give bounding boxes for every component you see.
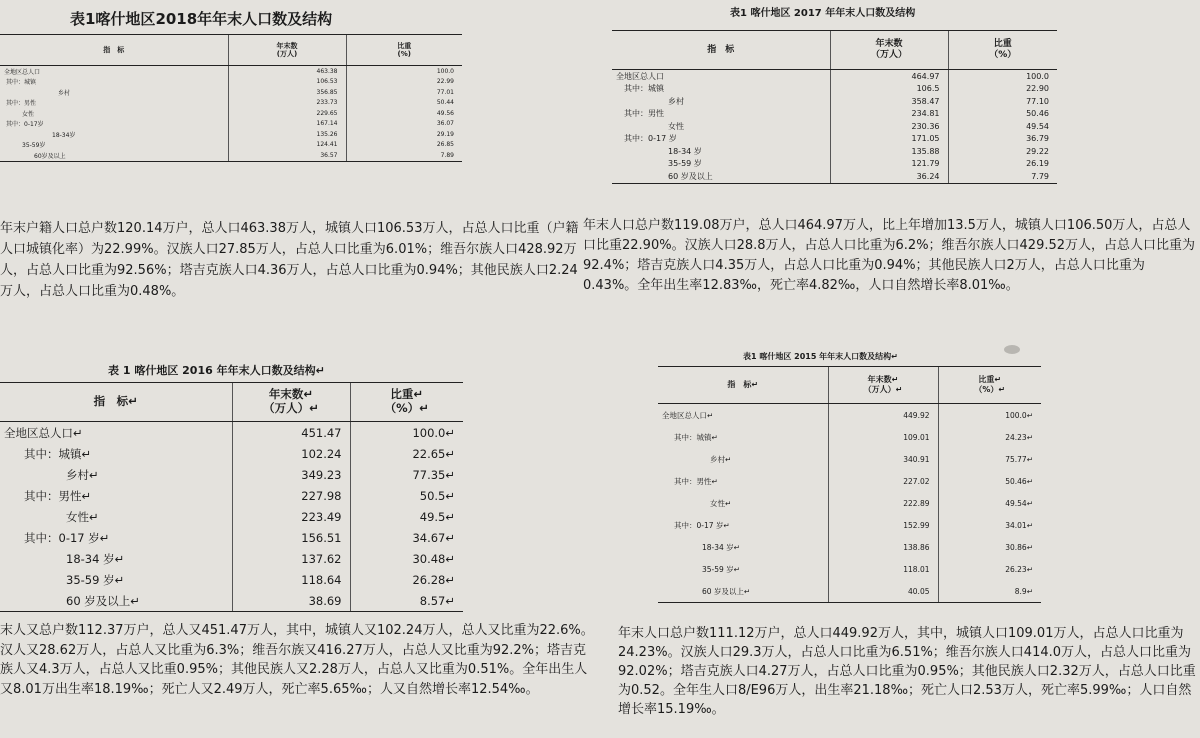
row-value: 234.81 — [830, 108, 948, 121]
table-row — [0, 66, 462, 77]
row-label: 全地区总人口 — [4, 68, 41, 76]
table-row — [0, 129, 462, 140]
table-row — [0, 140, 462, 151]
row-share: 36.07 — [346, 119, 462, 130]
row-label: 其中：0-17 岁↵ — [24, 530, 110, 545]
population-table — [0, 382, 463, 612]
row-share: 30.86↵ — [938, 536, 1041, 558]
row-label: 其中：男性 — [6, 100, 37, 108]
row-label: 女性↵ — [66, 509, 99, 524]
row-share: 77.01 — [346, 87, 462, 98]
row-label: 其中：男性 — [624, 109, 664, 119]
row-share: 77.35↵ — [350, 464, 463, 485]
table-title: 表1 喀什地区 2017 年年末人口数及结构 — [730, 8, 916, 19]
row-value: 118.64 — [232, 569, 350, 590]
table-row — [612, 108, 1057, 121]
table-title: 表1喀什地区2018年年末人口数及结构 — [70, 10, 333, 28]
row-label: 乡村↵ — [66, 467, 99, 482]
row-value: 137.62 — [232, 548, 350, 569]
table-row — [658, 470, 1041, 492]
table-row — [0, 506, 463, 527]
row-value: 38.69 — [232, 590, 350, 612]
table-row — [0, 590, 463, 612]
row-value: 230.36 — [830, 120, 948, 133]
table-row — [612, 170, 1057, 183]
table-row — [0, 87, 462, 98]
row-label: 其中：男性↵ — [674, 476, 718, 486]
table-row — [658, 448, 1041, 470]
table-row — [0, 569, 463, 590]
table-2016-section — [0, 345, 600, 738]
row-share: 49.5↵ — [350, 506, 463, 527]
summary-paragraph: 年末人口总户数119.08万户，总人口464.97万人，比上年增加13.5万人，城镇人口106.50万人，占总人口比重22.90%。汉族人口28.8万人，占总人口比重为6.2%；维吾尔族人口429.52万人，占总人口比重为92.4%；塔吉克族人口4.35万人，占总人口比重为0.94%；其他民族人口2万人，占总人口比重为0.43%。全年出生率12.83‰，死亡率4.82‰，人口自然增长率8.01‰。 — [583, 218, 1196, 293]
row-value: 40.05 — [828, 580, 938, 603]
table-row — [658, 580, 1041, 603]
row-label: 乡村 — [668, 96, 684, 106]
row-share: 49.56 — [346, 108, 462, 119]
row-value: 222.89 — [828, 492, 938, 514]
summary-paragraph: 末人又总户数112.37万户，总人又451.47万人，其中，城镇人又102.24万人，总人又比重为22.6%。汉人又28.62万人，占总人又比重为6.3%；维吾尔族又416.27万人，占总人又比重为92.2%；塔吉克族人又4.3万人，占总人又比重0.95%；其他民族人又2.28万人，占总人又比重为0.51%。全年出生人又8.01万出生率18.19‰；死亡人又2.49万人，死亡率5.65‰；人又自然增长率12.54‰。 — [0, 623, 594, 697]
header-indicator: 指 标↵ — [658, 367, 828, 404]
row-share: 22.65↵ — [350, 443, 463, 464]
row-share: 29.22 — [948, 145, 1057, 158]
row-value: 223.49 — [232, 506, 350, 527]
table-row — [612, 158, 1057, 171]
row-share: 36.79 — [948, 133, 1057, 146]
table-row — [0, 77, 462, 88]
header-share: 比重↵ （%）↵ — [350, 383, 463, 422]
table-row — [612, 70, 1057, 83]
summary-paragraph: 年末户籍人口总户数120.14万户，总人口463.38万人，城镇人口106.53万人，占总人口比重（户籍人口城镇化率）为22.99%。汉族人口27.85万人，占总人口比重为6.01%；维吾尔族人口428.92万人，占总人口比重为92.56%；塔吉克族人口4.36万人，占总人口比重为0.94%；其他民族人口2.24万人，占总人口比重为0.48%。 — [0, 221, 579, 299]
row-label: 全地区总人口↵ — [4, 425, 83, 440]
table-row — [658, 492, 1041, 514]
row-share: 50.44 — [346, 98, 462, 109]
table-row — [658, 558, 1041, 580]
row-share: 8.9↵ — [938, 580, 1041, 603]
row-value: 227.02 — [828, 470, 938, 492]
table-header-row — [0, 35, 462, 66]
row-share: 26.28↵ — [350, 569, 463, 590]
row-value: 135.26 — [228, 129, 346, 140]
table-row — [612, 83, 1057, 96]
header-share: 比重 （%） — [948, 31, 1057, 70]
row-label: 35-59 岁↵ — [702, 564, 740, 574]
header-year-end: 年末数 （万人） — [830, 31, 948, 70]
row-value: 106.53 — [228, 77, 346, 88]
row-label: 18-34 岁 — [668, 146, 702, 156]
row-share: 7.79 — [948, 170, 1057, 183]
table-row — [0, 443, 463, 464]
row-label: 其中：城镇↵ — [24, 446, 92, 461]
row-value: 233.73 — [228, 98, 346, 109]
table-row — [0, 98, 462, 109]
row-label: 女性 — [22, 110, 35, 118]
row-share: 34.01↵ — [938, 514, 1041, 536]
row-share: 75.77↵ — [938, 448, 1041, 470]
table-2017-section — [583, 0, 1200, 345]
row-share: 26.85 — [346, 140, 462, 151]
table-row — [612, 145, 1057, 158]
population-table — [612, 30, 1057, 184]
header-year-end: 年末数↵ （万人）↵ — [232, 383, 350, 422]
row-value: 118.01 — [828, 558, 938, 580]
table-row — [658, 426, 1041, 448]
row-share: 100.0 — [948, 70, 1057, 83]
table-row — [0, 548, 463, 569]
row-share: 49.54 — [948, 120, 1057, 133]
table-row — [0, 150, 462, 161]
row-value: 167.14 — [228, 119, 346, 130]
row-label: 其中：城镇 — [624, 84, 664, 94]
row-label: 其中：城镇 — [6, 79, 37, 87]
row-share: 50.46↵ — [938, 470, 1041, 492]
row-label: 女性↵ — [710, 498, 732, 508]
row-value: 152.99 — [828, 514, 938, 536]
row-value: 227.98 — [232, 485, 350, 506]
row-label: 18-34 岁↵ — [66, 551, 125, 566]
row-label: 女性 — [668, 121, 684, 131]
table-row — [0, 108, 462, 119]
row-value: 109.01 — [828, 426, 938, 448]
header-share: 比重 (%) — [346, 35, 462, 66]
table-row — [612, 95, 1057, 108]
row-value: 138.86 — [828, 536, 938, 558]
table-header-row — [0, 383, 463, 422]
header-indicator: 指 标↵ — [0, 383, 232, 422]
row-label: 35-59 岁↵ — [66, 572, 125, 587]
summary-paragraph: 年末人口总户数111.12万户，总人口449.92万人，其中，城镇人口109.01万人，占总人口比重为24.23%。汉族人口29.3万人，占总人口比重为6.51%；维吾尔族人口414.0万人，占总人口比重为92.02%；塔吉克族人口4.27万人，占总人口比重为0.95%；其他民族人口2.32万人，占总人口比重为0.52。全年生人口8/E96万人，出生率21.18‰；死亡人口2.53万人，死亡率5.99‰；人口自然增长率15.19‰。 — [618, 626, 1196, 717]
table-row — [658, 404, 1041, 427]
row-value: 449.92 — [828, 404, 938, 427]
row-label: 全地区总人口↵ — [662, 410, 714, 420]
row-label: 60 岁及以上↵ — [658, 580, 828, 603]
row-label: 35-59岁 — [22, 142, 46, 150]
row-value: 358.47 — [830, 95, 948, 108]
row-share: 100.0↵ — [350, 422, 463, 444]
row-label: 60 岁及以上↵ — [0, 590, 232, 612]
row-share: 77.10 — [948, 95, 1057, 108]
table-header-row — [612, 31, 1057, 70]
row-value: 102.24 — [232, 443, 350, 464]
header-year-end: 年末数 (万人) — [228, 35, 346, 66]
table-row — [0, 464, 463, 485]
row-share: 26.19 — [948, 158, 1057, 171]
row-share: 50.5↵ — [350, 485, 463, 506]
population-table — [0, 34, 462, 162]
row-value: 356.85 — [228, 87, 346, 98]
row-label: 其中：0-17岁 — [6, 121, 44, 129]
row-value: 349.23 — [232, 464, 350, 485]
table-title: 表 1 喀什地区 2016 年年末人口数及结构↵ — [108, 364, 325, 377]
table-row — [0, 485, 463, 506]
row-value: 124.41 — [228, 140, 346, 151]
row-share: 26.23↵ — [938, 558, 1041, 580]
table-row — [0, 527, 463, 548]
header-year-end: 年末数↵ （万人）↵ — [828, 367, 938, 404]
row-share: 100.0↵ — [938, 404, 1041, 427]
table-header-row — [658, 367, 1041, 404]
row-value: 156.51 — [232, 527, 350, 548]
header-indicator: 指 标 — [0, 35, 228, 66]
table-row — [658, 514, 1041, 536]
table-2018-section — [0, 0, 590, 345]
row-value: 36.24 — [830, 170, 948, 183]
header-indicator: 指 标 — [612, 31, 830, 70]
row-value: 121.79 — [830, 158, 948, 171]
row-share: 34.67↵ — [350, 527, 463, 548]
row-value: 135.88 — [830, 145, 948, 158]
row-label: 其中：男性↵ — [24, 488, 92, 503]
table-2015-section — [600, 345, 1200, 738]
row-label: 乡村 — [58, 89, 71, 97]
smudge-mark — [1004, 345, 1020, 354]
table-row — [658, 536, 1041, 558]
row-share: 30.48↵ — [350, 548, 463, 569]
row-value: 106.5 — [830, 83, 948, 96]
row-label: 其中：0-17 岁↵ — [674, 520, 730, 530]
row-value: 451.47 — [232, 422, 350, 444]
row-value: 36.57 — [228, 150, 346, 161]
row-share: 50.46 — [948, 108, 1057, 121]
row-label: 18-34 岁↵ — [702, 542, 740, 552]
row-label: 60岁及以上 — [0, 150, 228, 161]
row-label: 其中：城镇↵ — [674, 432, 718, 442]
row-share: 49.54↵ — [938, 492, 1041, 514]
row-share: 100.0 — [346, 66, 462, 77]
row-label: 全地区总人口 — [616, 71, 664, 81]
table-row — [0, 422, 463, 444]
row-share: 29.19 — [346, 129, 462, 140]
table-row — [612, 133, 1057, 146]
row-share: 8.57↵ — [350, 590, 463, 612]
row-share: 7.89 — [346, 150, 462, 161]
table-row — [612, 120, 1057, 133]
row-label: 18-34岁 — [52, 131, 76, 139]
row-share: 24.23↵ — [938, 426, 1041, 448]
header-share: 比重↵ （%）↵ — [938, 367, 1041, 404]
row-value: 171.05 — [830, 133, 948, 146]
population-table — [658, 366, 1041, 603]
row-label: 其中：0-17 岁 — [624, 134, 677, 144]
row-label: 35-59 岁 — [668, 159, 702, 169]
row-value: 464.97 — [830, 70, 948, 83]
row-label: 60 岁及以上 — [612, 170, 830, 183]
row-share: 22.99 — [346, 77, 462, 88]
row-value: 340.91 — [828, 448, 938, 470]
row-share: 22.90 — [948, 83, 1057, 96]
row-label: 乡村↵ — [710, 454, 732, 464]
table-title: 表1 喀什地区 2015 年年末人口数及结构↵ — [743, 352, 898, 361]
row-value: 463.38 — [228, 66, 346, 77]
row-value: 229.65 — [228, 108, 346, 119]
table-row — [0, 119, 462, 130]
